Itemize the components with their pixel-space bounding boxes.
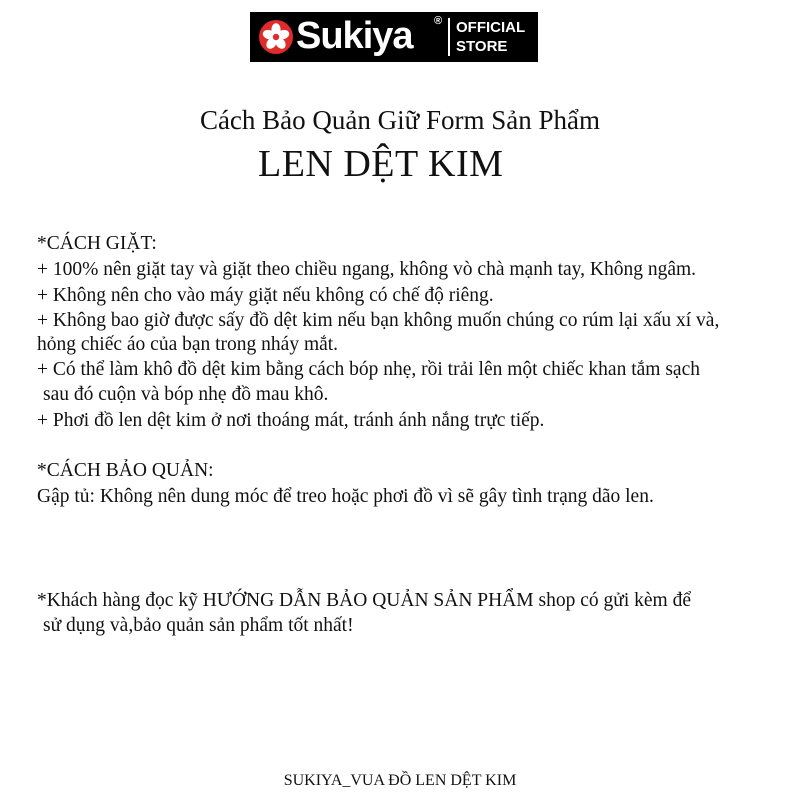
page-subtitle: LEN DỆT KIM	[258, 143, 504, 185]
store-logo	[250, 12, 538, 62]
store-line-2: STORE	[456, 38, 508, 55]
washing-line: hỏng chiếc áo của bạn trong nháy mắt.	[37, 334, 339, 355]
washing-heading: *CÁCH GIẶT:	[37, 233, 157, 254]
registered-mark: ®	[434, 15, 443, 27]
washing-line: sau đó cuộn và bóp nhẹ đồ mau khô.	[43, 384, 329, 405]
washing-line: + 100% nên giặt tay và giặt theo chiều ngang, không vò chà mạnh tay, Không ngâm.	[37, 259, 697, 280]
washing-line: + Không bao giờ được sấy đồ dệt kim nếu bạn không muốn chúng co rúm lại xấu xí và,	[37, 310, 720, 331]
washing-line: + Có thể làm khô đồ dệt kim bằng cách bóp nhẹ, rồi trải lên một chiếc khan tắm sạch	[37, 359, 700, 380]
store-line-1: OFFICIAL	[456, 19, 526, 36]
footer-text: SUKIYA_VUA ĐỒ LEN DỆT KIM	[283, 772, 517, 789]
official-store-label	[456, 18, 525, 56]
page-title: Cách Bảo Quản Giữ Form Sản Phẩm	[199, 105, 601, 135]
washing-line: + Phơi đồ len dệt kim ở nơi thoáng mát, tránh ánh nắng trực tiếp.	[37, 410, 545, 431]
brand-name: Sukiya	[296, 15, 413, 57]
storage-heading: *CÁCH BẢO QUẢN:	[37, 460, 214, 481]
customer-note-line-2: sử dụng và,bảo quản sản phẩm tốt nhất!	[43, 615, 354, 636]
customer-note-line-1: *Khách hàng đọc kỹ HƯỚNG DẪN BẢO QUẢN SẢN PHẨM shop có gửi kèm để	[37, 590, 691, 611]
sakura-flower-icon	[259, 20, 293, 54]
logo-divider	[448, 18, 450, 56]
storage-line: Gập tủ: Không nên dung móc để treo hoặc phơi đồ vì sẽ gây tình trạng dão len.	[37, 486, 654, 507]
washing-line: + Không nên cho vào máy giặt nếu không có chế độ riêng.	[37, 285, 494, 306]
